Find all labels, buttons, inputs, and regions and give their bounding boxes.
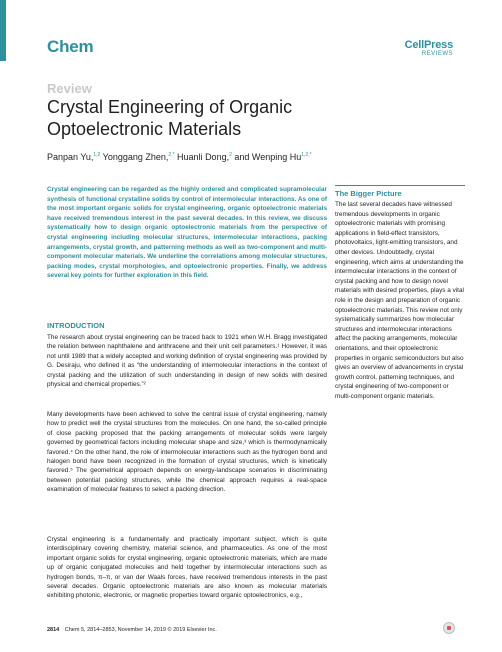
crossmark-icon[interactable] xyxy=(443,622,455,634)
article-type: Review xyxy=(47,81,92,96)
page-footer xyxy=(47,627,217,633)
article-title: Crystal Engineering of Organic Optoelectronic Materials xyxy=(47,97,293,139)
citation: Chem 5, 2814–2853, November 14, 2019 © 2019 Elsevier Inc. xyxy=(64,627,217,633)
author-affiliation: 2,* xyxy=(168,152,175,158)
author[interactable]: Huanli Dong,$^2$ xyxy=(174,152,232,162)
author-affiliation: 1,2 xyxy=(93,152,101,158)
author[interactable]: and Wenping $Hu^{1,2,*}$ xyxy=(231,152,312,162)
author[interactable]: Panpan Yu,$^{1,2}$ xyxy=(47,152,101,162)
bigger-picture-heading: The Bigger Picture xyxy=(335,189,402,198)
introduction-heading: INTRODUCTION xyxy=(47,321,105,330)
body-paragraph-1: The research about crystal engineering can be traced back to 1921 when W.H. Bragg investigated the relation between naphthalene and anthracene and their unit cell parameters.¹ However, it was not until 1989 that a widely accepted and working definition of crystal engineering was provided by G. Desiraju, who defined it as “the understanding of intermolecular interactions in the context of crystal packing and the utilization of such understanding in design of new solids with desired physical and chemical properties.”² xyxy=(47,334,327,389)
author-affiliation: 1,2,* xyxy=(301,152,312,158)
bigger-picture-box xyxy=(335,185,465,401)
journal-color-bar xyxy=(0,0,6,61)
bigger-picture-text: The last several decades have witnessed tremendous developments in organic optoelectronic materials with promising applications in field-effect transistors, photovoltaics, light-emitting transistors, and other devices. Undoubtedly, crystal engineering, which aims at understanding the intermolecular interactions in the context of crystal packing and how to design novel materials with desired properties, plays a vital role in the design and preparation of organic optoelectronic materials. This review not only systematically summarizes how molecular structures and intermolecular interactions affect the packing arrangements, molecular orientations, and their optoelectronic properties in organic semiconductors but also gives an overview of advancements in crystal growth control, patterning techniques, and crystal engineering of two-component or multi-component organic materials. xyxy=(335,201,464,400)
author[interactable]: Yonggang Zhen,$^{2,*}$ xyxy=(100,152,175,162)
author-affiliation: 2 xyxy=(229,152,232,158)
bigger-picture-rule xyxy=(335,185,465,186)
publisher-logo xyxy=(405,39,453,57)
publisher-subtitle: REVIEWS xyxy=(421,51,453,57)
author-list xyxy=(47,152,312,162)
body-paragraph-2: Many developments have been achieved to solve the central issue of crystal engineering, namely how to predict well the crystal structures from the molecules. On one hand, the so-called principle of close packing proposed that the packing arrangements of molecular solids were largely governed by geometrical factors including molecular shape and size,³ which is thermodynamically favored.⁴ On the other hand, the role of intermolecular interactions such as the hydrogen bond and halogen bond have been recognized in the formation of crystal structures, which is kinetically favored.⁵ The geometrical approach depends on energy-landscape scenarios in discriminating between potential packing structures, while the chemical approach requires a real-space examination of molecular features to select a packing direction. xyxy=(47,411,327,494)
body-paragraph-3: Crystal engineering is a fundamentally and practically important subject, which is quite interdisciplinary covering chemistry, material science, and pharmaceutics. As one of the most important organic solids for crystal engineering, organic optoelectronic materials, which are made up of organic conjugated molecules and held together by intermolecular interactions such as hydrogen bonds, π–π, or van der Waals forces, have received tremendous interests in the past several decades. Organic optoelectronic materials are also known as molecular materials exhibiting photonic, electronic, or magnetic properties toward organic optoelectronics, e.g., xyxy=(47,536,327,600)
publisher-name: CellPress xyxy=(404,39,453,51)
page-number: 2814 xyxy=(47,627,60,633)
abstract: Crystal engineering can be regarded as the highly ordered and complicated supramolecular synthesis of functional crystalline solids by control of intermolecular interactions. As one of the most important organic solids for crystal engineering, organic optoelectronic materials have received tremendous interest in the past several decades. In this review, we discuss systematically how to design organic optoelectronic materials from the perspective of crystal engineering including molecular structures, intermolecular interactions, packing arrangements, crystal growth, and patterning methods as well as two-component and multi-component molecular materials. We underline the correlations among molecular structures, packing modes, crystal morphologies, and optoelectronic properties. Finally, we address several key points for further exploration in this field. xyxy=(47,186,327,280)
journal-name: Chem xyxy=(47,37,94,56)
